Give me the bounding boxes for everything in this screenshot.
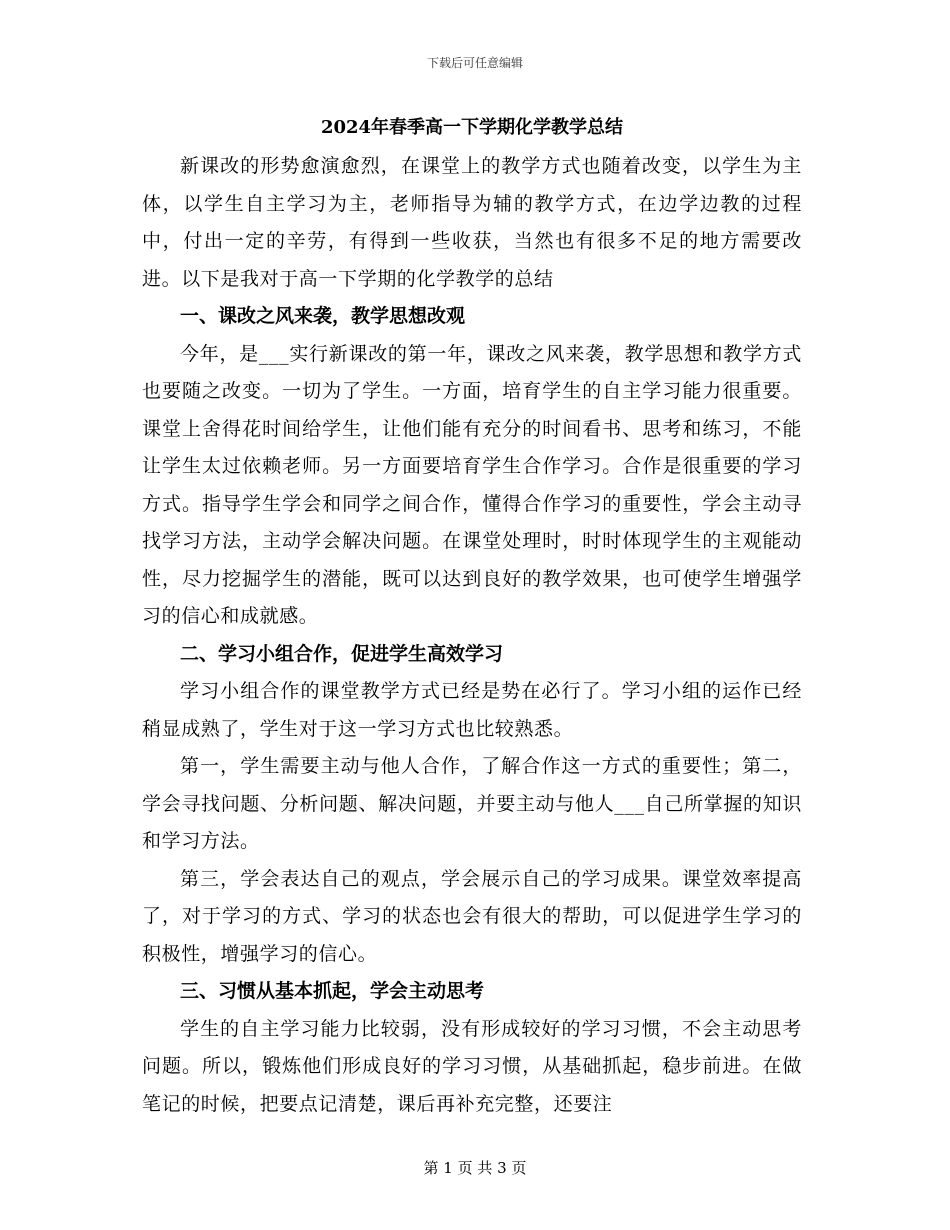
section-2-paragraph-3: 第三，学会表达自己的观点，学会展示自己的学习成果。课堂效率提高了，对于学习的方式、学习的状态也会有很大的帮助，可以促进学生学习的积极性，增强学习的信心。 [142, 867, 802, 965]
section-2-paragraph-2: 第一，学生需要主动与他人合作，了解合作这一方式的重要性；第二，学会寻找问题、分析问题、解决问题，并要主动与他人___自己所掌握的知识和学习方法。 [142, 755, 802, 852]
page-number-footer: 第 1 页 共 3 页 [423, 1159, 527, 1177]
document-body [142, 108, 802, 1123]
section-1-heading: 一、课改之风来袭，教学思想改观 [180, 305, 466, 327]
section-2-paragraph-1: 学习小组合作的课堂教学方式已经是势在必行了。学习小组的运作已经稍显成熟了，学生对于这一学习方式也比较熟悉。 [142, 680, 802, 740]
section-2-heading: 二、学习小组合作，促进学生高效学习 [180, 642, 504, 665]
header-note: 下载后可任意编辑 [426, 56, 523, 70]
document-title: 2024年春季高一下学期化学教学总结 [320, 117, 624, 138]
section-3-heading: 三、习惯从基本抓起，学会主动思考 [180, 980, 485, 1002]
section-3-paragraph: 学生的自主学习能力比较弱，没有形成较好的学习习惯，不会主动思考问题。所以，锻炼他们形成良好的学习习惯，从基础抓起，稳步前进。在做笔记的时候，把要点记清楚，课后再补充完整，还要注 [142, 1017, 802, 1115]
intro-paragraph: 新课改的形势愈演愈烈，在课堂上的教学方式也随着改变，以学生为主体，以学生自主学习为主，老师指导为辅的教学方式，在边学边教的过程中，付出一定的辛劳，有得到一些收获，当然也有很多不足的地方需要改进。以下是我对于高一下学期的化学教学的总结 [142, 155, 802, 290]
section-1-paragraph: 今年，是___实行新课改的第一年，课改之风来袭，教学思想和教学方式也要随之改变。一切为了学生。一方面，培育学生的自主学习能力很重要。课堂上舍得花时间给学生，让他们能有充分的时间看书、思考和练习，不能让学生太过依赖老师。另一方面要培育学生合作学习。合作是很重要的学习方式。指导学生学会和同学之间合作，懂得合作学习的重要性，学会主动寻找学习方法，主动学会解决问题。在课堂处理时，时时体现学生的主观能动性，尽力挖掘学生的潜能，既可以达到良好的教学效果，也可使学生增强学习的信心和成就感。 [142, 342, 802, 627]
